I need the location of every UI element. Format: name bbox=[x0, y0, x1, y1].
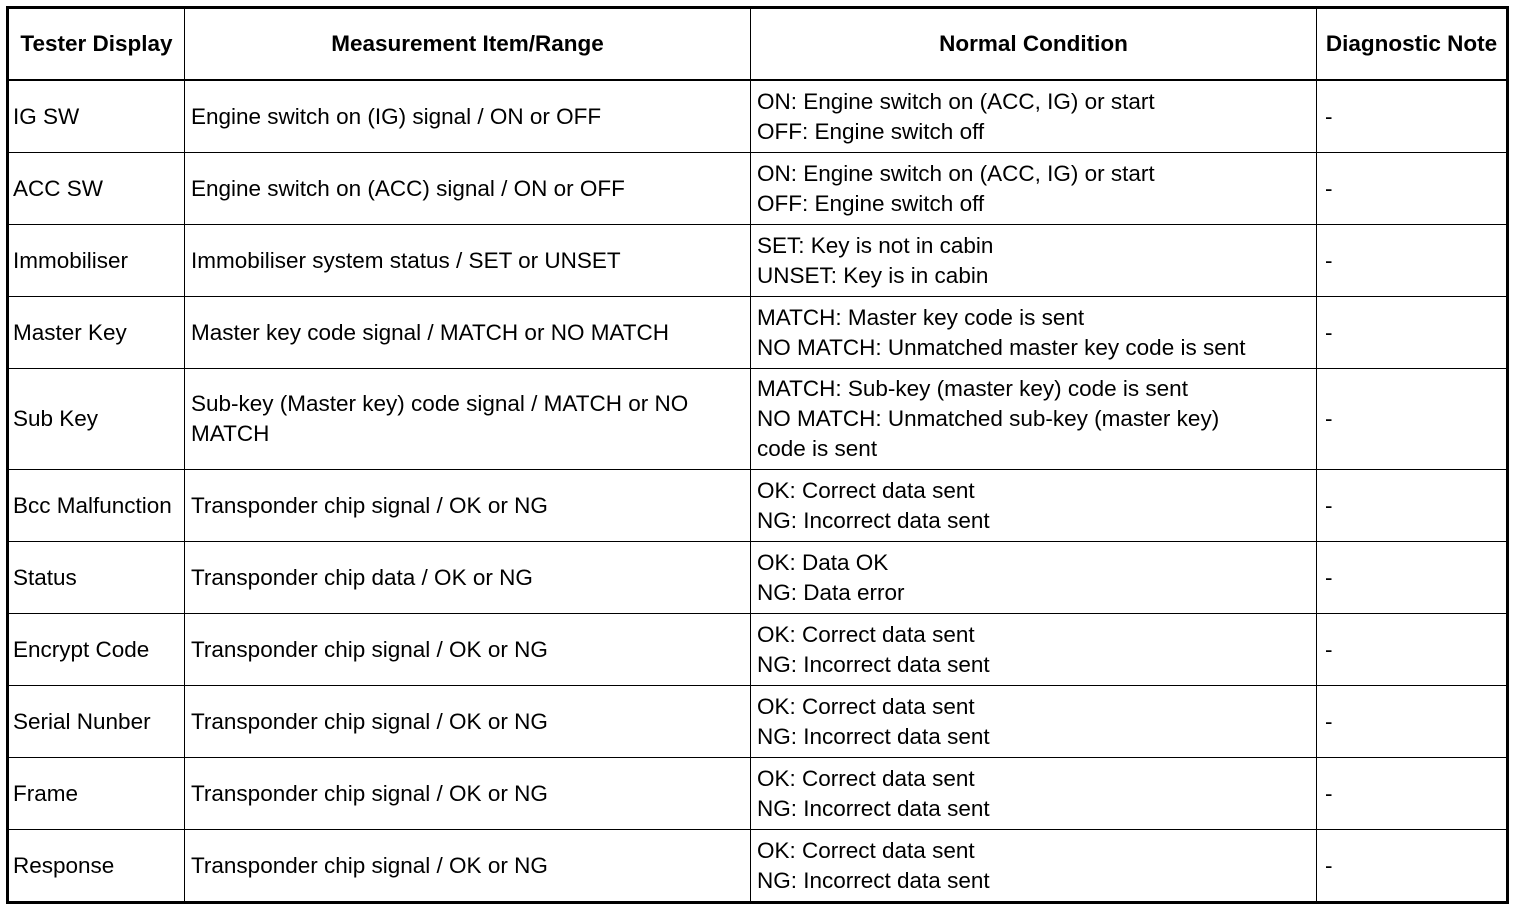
diagnostic-note-cell: - bbox=[1317, 80, 1508, 153]
diagnostic-note-cell: - bbox=[1317, 369, 1508, 470]
tester-display-cell: Frame bbox=[8, 758, 185, 830]
table-row bbox=[8, 758, 1508, 830]
diagnostic-data-table bbox=[6, 6, 1509, 904]
normal-condition-line: code is sent bbox=[757, 436, 878, 461]
table-row bbox=[8, 470, 1508, 542]
diagnostic-note-cell: - bbox=[1317, 758, 1508, 830]
normal-condition-line: NG: Incorrect data sent bbox=[757, 723, 990, 749]
normal-condition-cell bbox=[751, 297, 1317, 369]
normal-condition-line: MATCH: Master key code is sent bbox=[757, 304, 1085, 330]
tester-display-cell: Sub Key bbox=[8, 369, 185, 470]
header-diagnostic-note-label: Diagnostic Note bbox=[1325, 31, 1498, 56]
tester-display-cell: Bcc Malfunction bbox=[8, 470, 185, 542]
normal-condition-line: MATCH: Sub-key (master key) code is sent bbox=[757, 376, 1188, 401]
normal-condition-line: OK: Correct data sent bbox=[757, 477, 975, 503]
tester-display-cell: ACC SW bbox=[8, 153, 185, 225]
measurement-cell: Sub-key (Master key) code signal / MATCH or NO MATCH bbox=[185, 369, 751, 470]
normal-condition-line: ON: Engine switch on (ACC, IG) or start bbox=[757, 160, 1155, 186]
tester-display-cell: Master Key bbox=[8, 297, 185, 369]
normal-condition-cell bbox=[751, 614, 1317, 686]
normal-condition-cell bbox=[751, 542, 1317, 614]
normal-condition-line: NG: Incorrect data sent bbox=[757, 507, 990, 533]
tester-display-cell: Encrypt Code bbox=[8, 614, 185, 686]
measurement-cell: Transponder chip signal / OK or NG bbox=[185, 686, 751, 758]
normal-condition-line: OFF: Engine switch off bbox=[757, 190, 985, 216]
diagnostic-note-cell: - bbox=[1317, 614, 1508, 686]
normal-condition-line: OK: Correct data sent bbox=[757, 693, 975, 719]
diagnostic-note-cell: - bbox=[1317, 686, 1508, 758]
table-row bbox=[8, 369, 1508, 470]
normal-condition-line: OK: Data OK bbox=[757, 549, 889, 575]
header-measurement bbox=[185, 8, 751, 81]
normal-condition-line: OFF: Engine switch off bbox=[757, 118, 985, 144]
diagnostic-note-cell: - bbox=[1317, 225, 1508, 297]
measurement-cell: Transponder chip signal / OK or NG bbox=[185, 758, 751, 830]
normal-condition-cell bbox=[751, 758, 1317, 830]
tester-display-cell: Status bbox=[8, 542, 185, 614]
diagnostic-note-cell: - bbox=[1317, 153, 1508, 225]
normal-condition-line: ON: Engine switch on (ACC, IG) or start bbox=[757, 88, 1155, 114]
measurement-cell: Transponder chip signal / OK or NG bbox=[185, 830, 751, 903]
table-header bbox=[8, 8, 1508, 81]
normal-condition-cell bbox=[751, 369, 1317, 470]
tester-display-cell: Response bbox=[8, 830, 185, 903]
normal-condition-line: NG: Incorrect data sent bbox=[757, 867, 990, 893]
tester-display-cell: Serial Nunber bbox=[8, 686, 185, 758]
header-diagnostic-note bbox=[1317, 8, 1508, 81]
table-row bbox=[8, 153, 1508, 225]
table-row bbox=[8, 614, 1508, 686]
measurement-cell: Immobiliser system status / SET or UNSET bbox=[185, 225, 751, 297]
normal-condition-line: NG: Incorrect data sent bbox=[757, 795, 990, 821]
diagnostic-note-cell: - bbox=[1317, 297, 1508, 369]
normal-condition-line: NG: Incorrect data sent bbox=[757, 651, 990, 677]
header-tester-display-label: Tester Display bbox=[20, 31, 173, 56]
normal-condition-line: OK: Correct data sent bbox=[757, 765, 975, 791]
tester-display-cell: IG SW bbox=[8, 80, 185, 153]
normal-condition-cell bbox=[751, 80, 1317, 153]
normal-condition-cell bbox=[751, 153, 1317, 225]
header-row bbox=[8, 8, 1508, 81]
normal-condition-line: OK: Correct data sent bbox=[757, 621, 975, 647]
table-row bbox=[8, 297, 1508, 369]
normal-condition-cell bbox=[751, 225, 1317, 297]
table-row bbox=[8, 225, 1508, 297]
normal-condition-line: SET: Key is not in cabin bbox=[757, 232, 994, 258]
measurement-cell: Engine switch on (IG) signal / ON or OFF bbox=[185, 80, 751, 153]
normal-condition-cell bbox=[751, 686, 1317, 758]
measurement-cell: Transponder chip signal / OK or NG bbox=[185, 470, 751, 542]
diagnostic-note-cell: - bbox=[1317, 470, 1508, 542]
measurement-cell: Transponder chip signal / OK or NG bbox=[185, 614, 751, 686]
table-row bbox=[8, 80, 1508, 153]
normal-condition-line: NG: Data error bbox=[757, 579, 905, 605]
header-measurement-label: Measurement Item/Range bbox=[331, 31, 604, 56]
table-body bbox=[8, 80, 1508, 903]
tester-display-cell: Immobiliser bbox=[8, 225, 185, 297]
table-row bbox=[8, 686, 1508, 758]
header-tester-display bbox=[8, 8, 185, 81]
normal-condition-line: NO MATCH: Unmatched master key code is sent bbox=[757, 334, 1246, 360]
diagnostic-note-cell: - bbox=[1317, 542, 1508, 614]
normal-condition-cell bbox=[751, 830, 1317, 903]
normal-condition-line: UNSET: Key is in cabin bbox=[757, 262, 989, 288]
normal-condition-cell bbox=[751, 470, 1317, 542]
header-normal-condition-label: Normal Condition bbox=[939, 31, 1128, 56]
diagnostic-note-cell: - bbox=[1317, 830, 1508, 903]
table-row bbox=[8, 830, 1508, 903]
measurement-cell: Transponder chip data / OK or NG bbox=[185, 542, 751, 614]
normal-condition-line: NO MATCH: Unmatched sub-key (master key) bbox=[757, 406, 1220, 431]
normal-condition-line: OK: Correct data sent bbox=[757, 837, 975, 863]
table-row bbox=[8, 542, 1508, 614]
measurement-cell: Engine switch on (ACC) signal / ON or OFF bbox=[185, 153, 751, 225]
measurement-cell: Master key code signal / MATCH or NO MATCH bbox=[185, 297, 751, 369]
header-normal-condition bbox=[751, 8, 1317, 81]
